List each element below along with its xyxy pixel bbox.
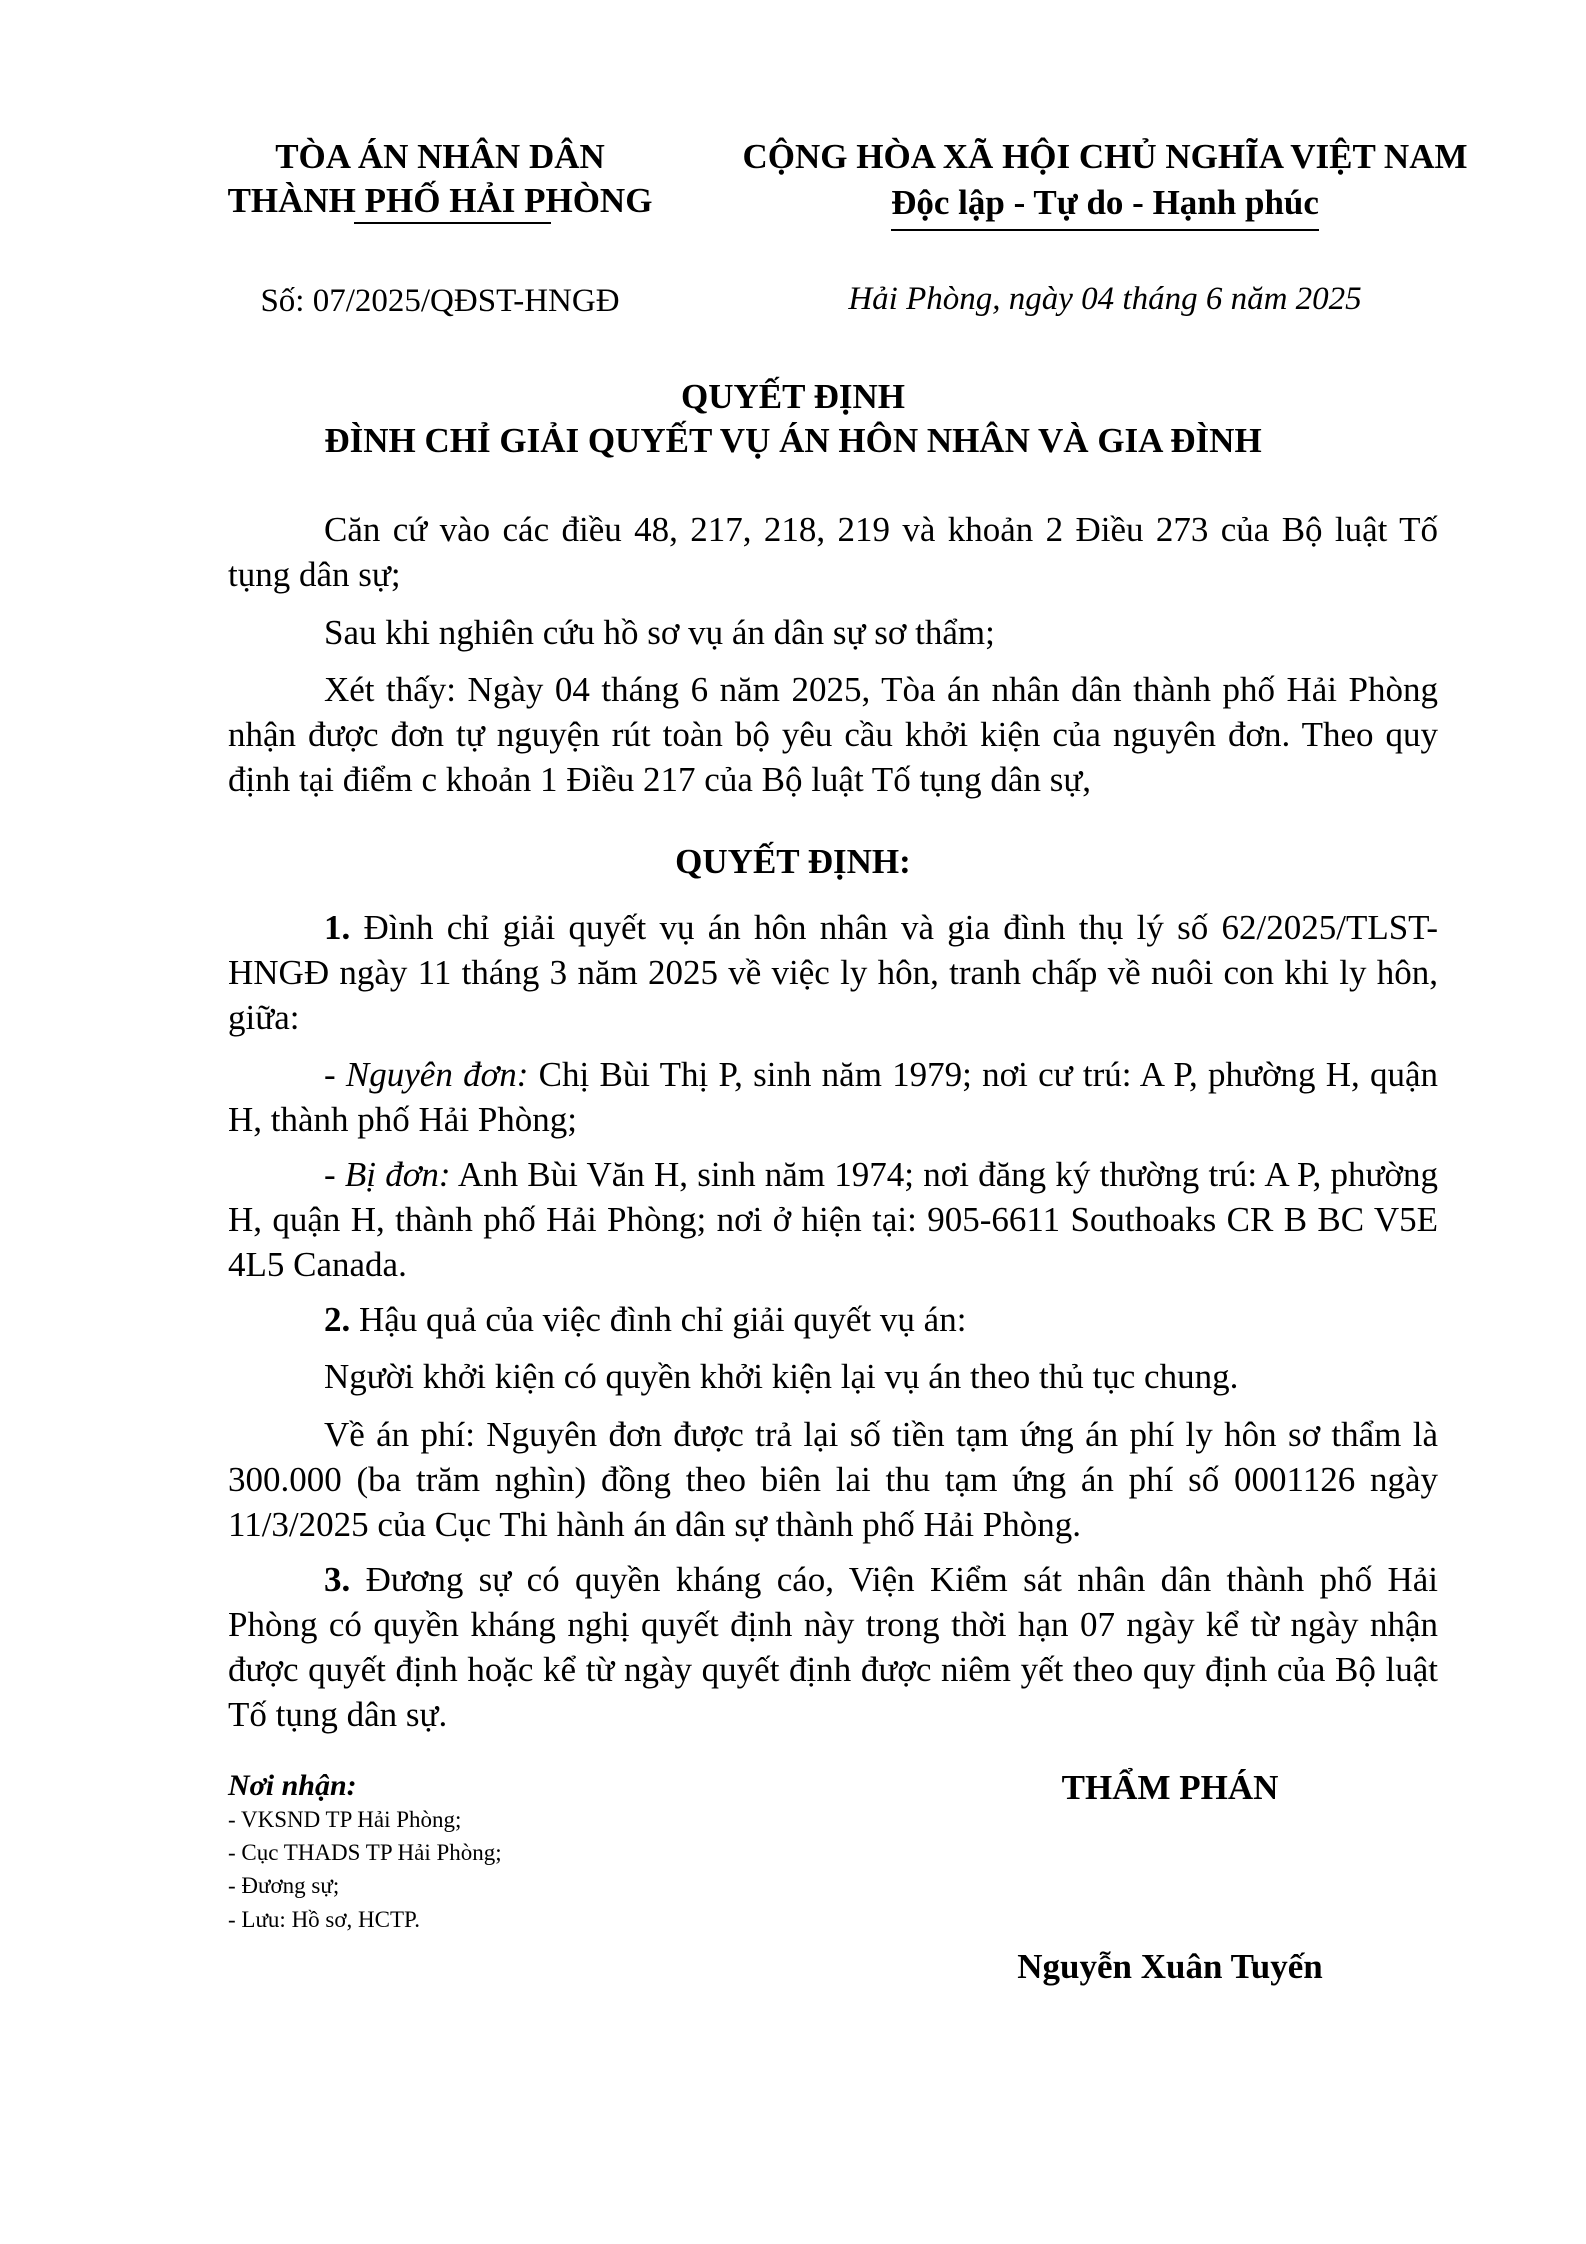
court-name-divider [354,222,551,224]
court-fee-paragraph: Về án phí: Nguyên đơn được trả lại số tiền tạm ứng án phí ly hôn sơ thẩm là 300.000 (ba trăm nghìn) đồng theo biên lai thu tạm ứng án phí số 0001126 ngày 11/3/2025 của Cục Thi hành án dân sự thành phố Hải Phòng. [228,1415,1438,1544]
decision-item-1 [228,905,1438,1040]
plaintiff-paragraph [228,1052,1438,1142]
item-2-text: Hậu quả của việc đình chỉ giải quyết vụ án: [350,1300,967,1339]
document-subtitle: ĐÌNH CHỈ GIẢI QUYẾT VỤ ÁN HÔN NHÂN VÀ GIA ĐÌNH [324,421,1262,460]
item-1-text: Đình chỉ giải quyết vụ án hôn nhân và gia đình thụ lý số 62/2025/TLST-HNGĐ ngày 11 tháng 3 năm 2025 về việc ly hôn, tranh chấp về nuôi con khi ly hôn, giữa: [228,908,1438,1037]
recipient-item: - Lưu: Hồ sơ, HCTP. [228,1907,421,1932]
defendant-paragraph [228,1152,1438,1287]
plaintiff-details: Chị Bùi Thị P, sinh năm 1979; nơi cư trú: A P, phường H, quận H, thành phố Hải Phòng; [228,1055,1439,1139]
court-name-line2: THÀNH PHỐ HẢI PHÒNG [227,181,653,220]
signer-name: Nguyễn Xuân Tuyến [1017,1947,1323,1986]
decision-item-2 [228,1297,1438,1342]
issue-date-line: Hải Phòng, ngày 04 tháng 6 năm 2025 [848,281,1362,317]
defendant-details: Anh Bùi Văn H, sinh năm 1974; nơi đăng ký thường trú: A P, phường H, quận H, thành phố Hải Phòng; nơi ở hiện tại: 905-6611 Southoaks CR B BC V5E 4L5 Canada. [228,1155,1438,1284]
document-number: Số: 07/2025/QĐST-HNGĐ [260,283,620,319]
national-title: CỘNG HÒA XÃ HỘI CHỦ NGHĨA VIỆT NAM [742,137,1468,176]
item-2-number: 2. [324,1300,351,1339]
signer-title: THẨM PHÁN [1061,1768,1279,1807]
item-1-number: 1. [324,908,351,947]
defendant-dash: - [324,1155,345,1194]
recipient-item: - VKSND TP Hải Phòng; [228,1807,462,1832]
decision-heading: QUYẾT ĐỊNH: [675,842,911,881]
legal-basis-paragraph: Căn cứ vào các điều 48, 217, 218, 219 và khoản 2 Điều 273 của Bộ luật Tố tụng dân sự; [228,510,1438,594]
recipient-item: - Cục THADS TP Hải Phòng; [228,1840,502,1865]
item-3-number: 3. [324,1560,351,1599]
finding-paragraph: Xét thấy: Ngày 04 tháng 6 năm 2025, Tòa án nhân dân thành phố Hải Phòng nhận được đơn tự nguyện rút toàn bộ yêu cầu khởi kiện của nguyên đơn. Theo quy định tại điểm c khoản 1 Điều 217 của Bộ luật Tố tụng dân sự, [228,670,1438,799]
decision-item-3 [228,1557,1438,1737]
recipients-heading: Nơi nhận: [228,1769,357,1802]
item-3-text: Đương sự có quyền kháng cáo, Viện Kiểm sát nhân dân thành phố Hải Phòng có quyền kháng nghị quyết định này trong thời hạn 07 ngày kể từ ngày nhận được quyết định hoặc kể từ ngày quyết định được niêm yết theo quy định của Bộ luật Tố tụng dân sự. [228,1560,1438,1734]
court-name [210,135,670,223]
refile-right-paragraph: Người khởi kiện có quyền khởi kiện lại vụ án theo thủ tục chung. [324,1357,1239,1396]
review-paragraph: Sau khi nghiên cứu hồ sơ vụ án dân sự sơ thẩm; [324,613,995,652]
motto-block [720,181,1490,231]
plaintiff-dash: - [324,1055,346,1094]
national-motto: Độc lập - Tự do - Hạnh phúc [891,181,1319,231]
plaintiff-label: Nguyên đơn: [345,1055,529,1094]
defendant-label: Bị đơn: [344,1155,451,1194]
document-title: QUYẾT ĐỊNH [681,377,905,416]
recipient-item: - Đương sự; [228,1873,340,1898]
court-name-line1: TÒA ÁN NHÂN DÂN [275,137,605,176]
